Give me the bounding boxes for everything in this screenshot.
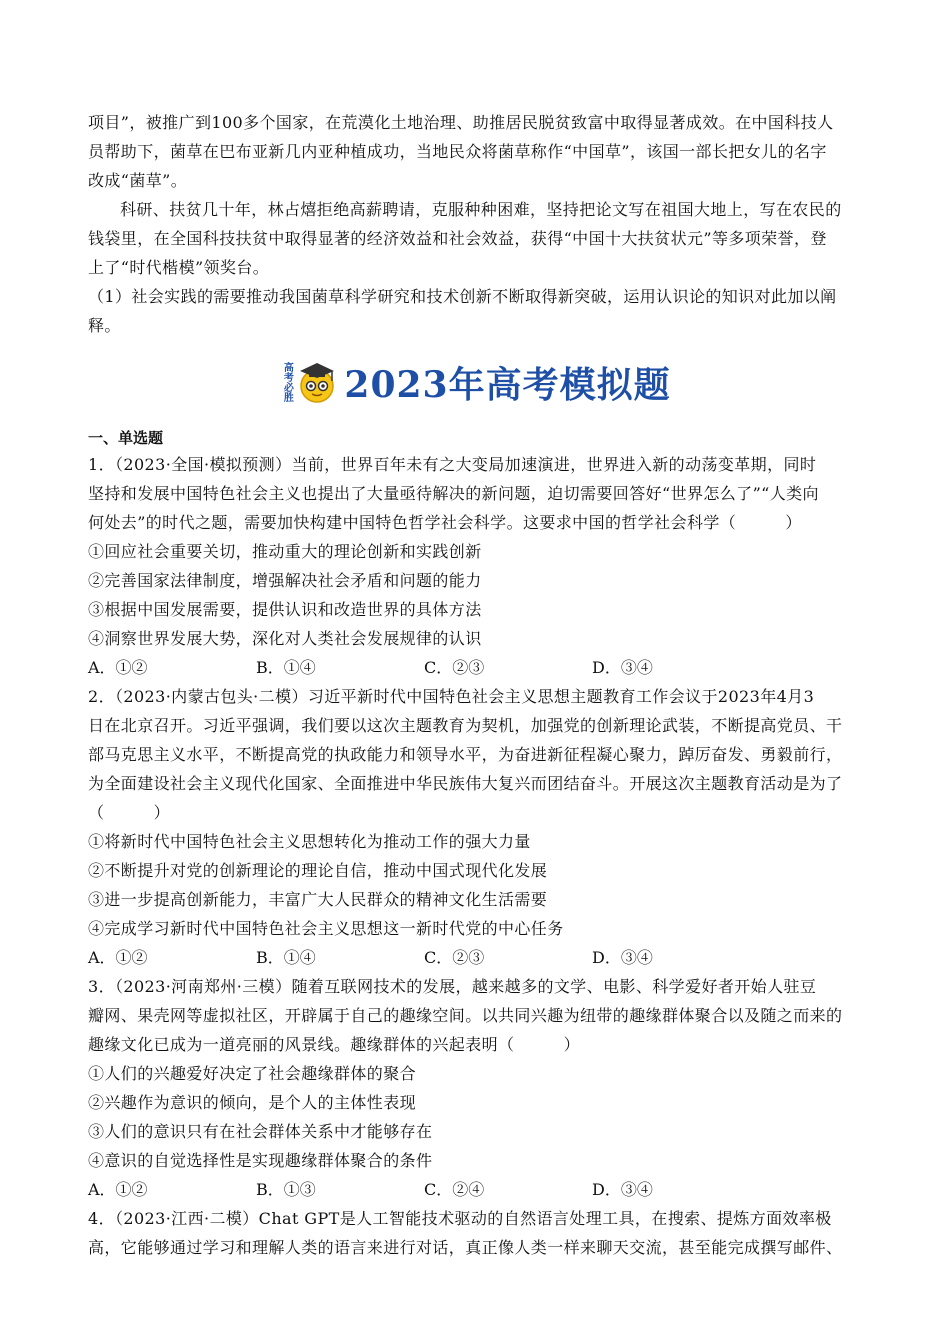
statement-item: ③根据中国发展需要，提供认识和改造世界的具体方法 (88, 600, 482, 619)
question-line: 趣缘文化已成为一道亮丽的风景线。趣缘群体的兴起表明（ ） (88, 1035, 581, 1054)
text-line: 项目”，被推广到100多个国家，在荒漠化土地治理、助推居民脱贫致富中取得显著成效。在中国科技人 (88, 113, 834, 132)
answer-options (88, 653, 864, 682)
option-c[interactable]: C．②③ (424, 658, 485, 677)
question-line: 为全面建设社会主义现代化国家、全面推进中华民族伟大复兴而团结奋斗。开展这次主题教育活动是为了 (88, 774, 843, 793)
statement-item: ④完成学习新时代中国特色社会主义思想这一新时代党的中心任务 (88, 919, 564, 938)
option-d[interactable]: D．③④ (592, 1180, 653, 1199)
option-d[interactable]: D．③④ (592, 948, 653, 967)
question-line: 何处去”的时代之题，需要加快构建中国特色哲学社会科学。这要求中国的哲学社会科学（ ） (88, 513, 802, 532)
question-3 (88, 972, 864, 1204)
option-a[interactable]: A．①② (88, 948, 148, 967)
section-banner (88, 346, 864, 418)
question-4 (88, 1204, 864, 1262)
statement-item: ①将新时代中国特色社会主义思想转化为推动工作的强大力量 (88, 832, 531, 851)
statement-item: ③人们的意识只有在社会群体关系中才能够存在 (88, 1122, 433, 1141)
question-line: 高，它能够通过学习和理解人类的语言来进行对话，真正像人类一样来聊天交流，甚至能完成撰写邮件、 (88, 1238, 843, 1257)
statement-item: ①回应社会重要关切，推动重大的理论创新和实践创新 (88, 542, 482, 561)
intro-paragraph-2 (88, 195, 864, 282)
option-a[interactable]: A．①② (88, 658, 148, 677)
question-1 (88, 450, 864, 682)
question-line: 瓣网、果壳网等虚拟社区，开辟属于自己的趣缘空间。以共同兴趣为纽带的趣缘群体聚合以及随之而来的 (88, 1006, 843, 1025)
question-line: 日在北京召开。习近平强调，我们要以这次主题教育为契机，加强党的创新理论武装，不断提高党员、干 (88, 716, 843, 735)
answer-options (88, 943, 864, 972)
option-c[interactable]: C．②④ (424, 1180, 485, 1199)
banner-logo (281, 359, 340, 405)
text-line: 改成“菌草”。 (88, 171, 188, 190)
question-2 (88, 682, 864, 972)
statement-item: ④意识的自觉选择性是实现趣缘群体聚合的条件 (88, 1151, 433, 1170)
option-b[interactable]: B．①④ (256, 948, 316, 967)
statement-item: ②兴趣作为意识的倾向，是个人的主体性表现 (88, 1093, 417, 1112)
question-line: 4．（2023·江西·二模）Chat GPT是人工智能技术驱动的自然语言处理工具，在搜索、提炼方面效率极 (88, 1209, 832, 1228)
graduate-mascot-icon (294, 359, 340, 405)
question-line: （ ） (88, 803, 171, 822)
question-line: 3．（2023·河南郑州·三模）随着互联网技术的发展，越来越多的文学、电影、科学爱好者开始人驻豆 (88, 977, 817, 996)
statement-item: ①人们的兴趣爱好决定了社会趣缘群体的聚合 (88, 1064, 417, 1083)
option-b[interactable]: B．①④ (256, 658, 316, 677)
statement-item: ②不断提升对党的创新理论的理论自信，推动中国式现代化发展 (88, 861, 548, 880)
text-line: 钱袋里，在全国科技扶贫中取得显著的经济效益和社会效益，获得“中国十大扶贫状元”等多项荣誉，登 (88, 229, 827, 248)
statement-item: ④洞察世界发展大势，深化对人类社会发展规律的认识 (88, 629, 482, 648)
text-line: 科研、扶贫几十年，林占熺拒绝高薪聘请，克服种种困难，坚持把论文写在祖国大地上，写在农民的 (120, 200, 842, 219)
banner-title: 2023年高考模拟题 (344, 363, 671, 406)
intro-paragraph-1 (88, 108, 864, 195)
text-line: （1）社会实践的需要推动我国菌草科学研究和技术创新不断取得新突破，运用认识论的知识对此加以阐 (88, 287, 837, 306)
logo-vertical-text: 高考必胜 (281, 362, 293, 402)
answer-options (88, 1175, 864, 1204)
section-title: 一、单选题 (88, 429, 164, 447)
text-line: 释。 (88, 316, 121, 335)
option-b[interactable]: B．①③ (256, 1180, 316, 1199)
question-line: 1．（2023·全国·模拟预测）当前，世界百年未有之大变局加速演进，世界进入新的动荡变革期，同时 (88, 455, 817, 474)
text-line: 上了“时代楷模”领奖台。 (88, 258, 270, 277)
option-d[interactable]: D．③④ (592, 658, 653, 677)
statement-item: ②完善国家法律制度，增强解决社会矛盾和问题的能力 (88, 571, 482, 590)
document-page (88, 108, 864, 1262)
text-line: 员帮助下，菌草在巴布亚新几内亚种植成功，当地民众将菌草称作“中国草”，该国一部长把女儿的名字 (88, 142, 827, 161)
statement-item: ③进一步提高创新能力，丰富广大人民群众的精神文化生活需要 (88, 890, 548, 909)
question-line: 2．（2023·内蒙古包头·二模）习近平新时代中国特色社会主义思想主题教育工作会议于2023年4月3 (88, 687, 815, 706)
question-line: 坚持和发展中国特色社会主义也提出了大量亟待解决的新问题，迫切需要回答好“世界怎么了”“人类向 (88, 484, 819, 503)
intro-question (88, 282, 864, 340)
option-a[interactable]: A．①② (88, 1180, 148, 1199)
option-c[interactable]: C．②③ (424, 948, 485, 967)
question-line: 部马克思主义水平，不断提高党的执政能力和领导水平，为奋进新征程凝心聚力，踔厉奋发、勇毅前行， (88, 745, 843, 764)
